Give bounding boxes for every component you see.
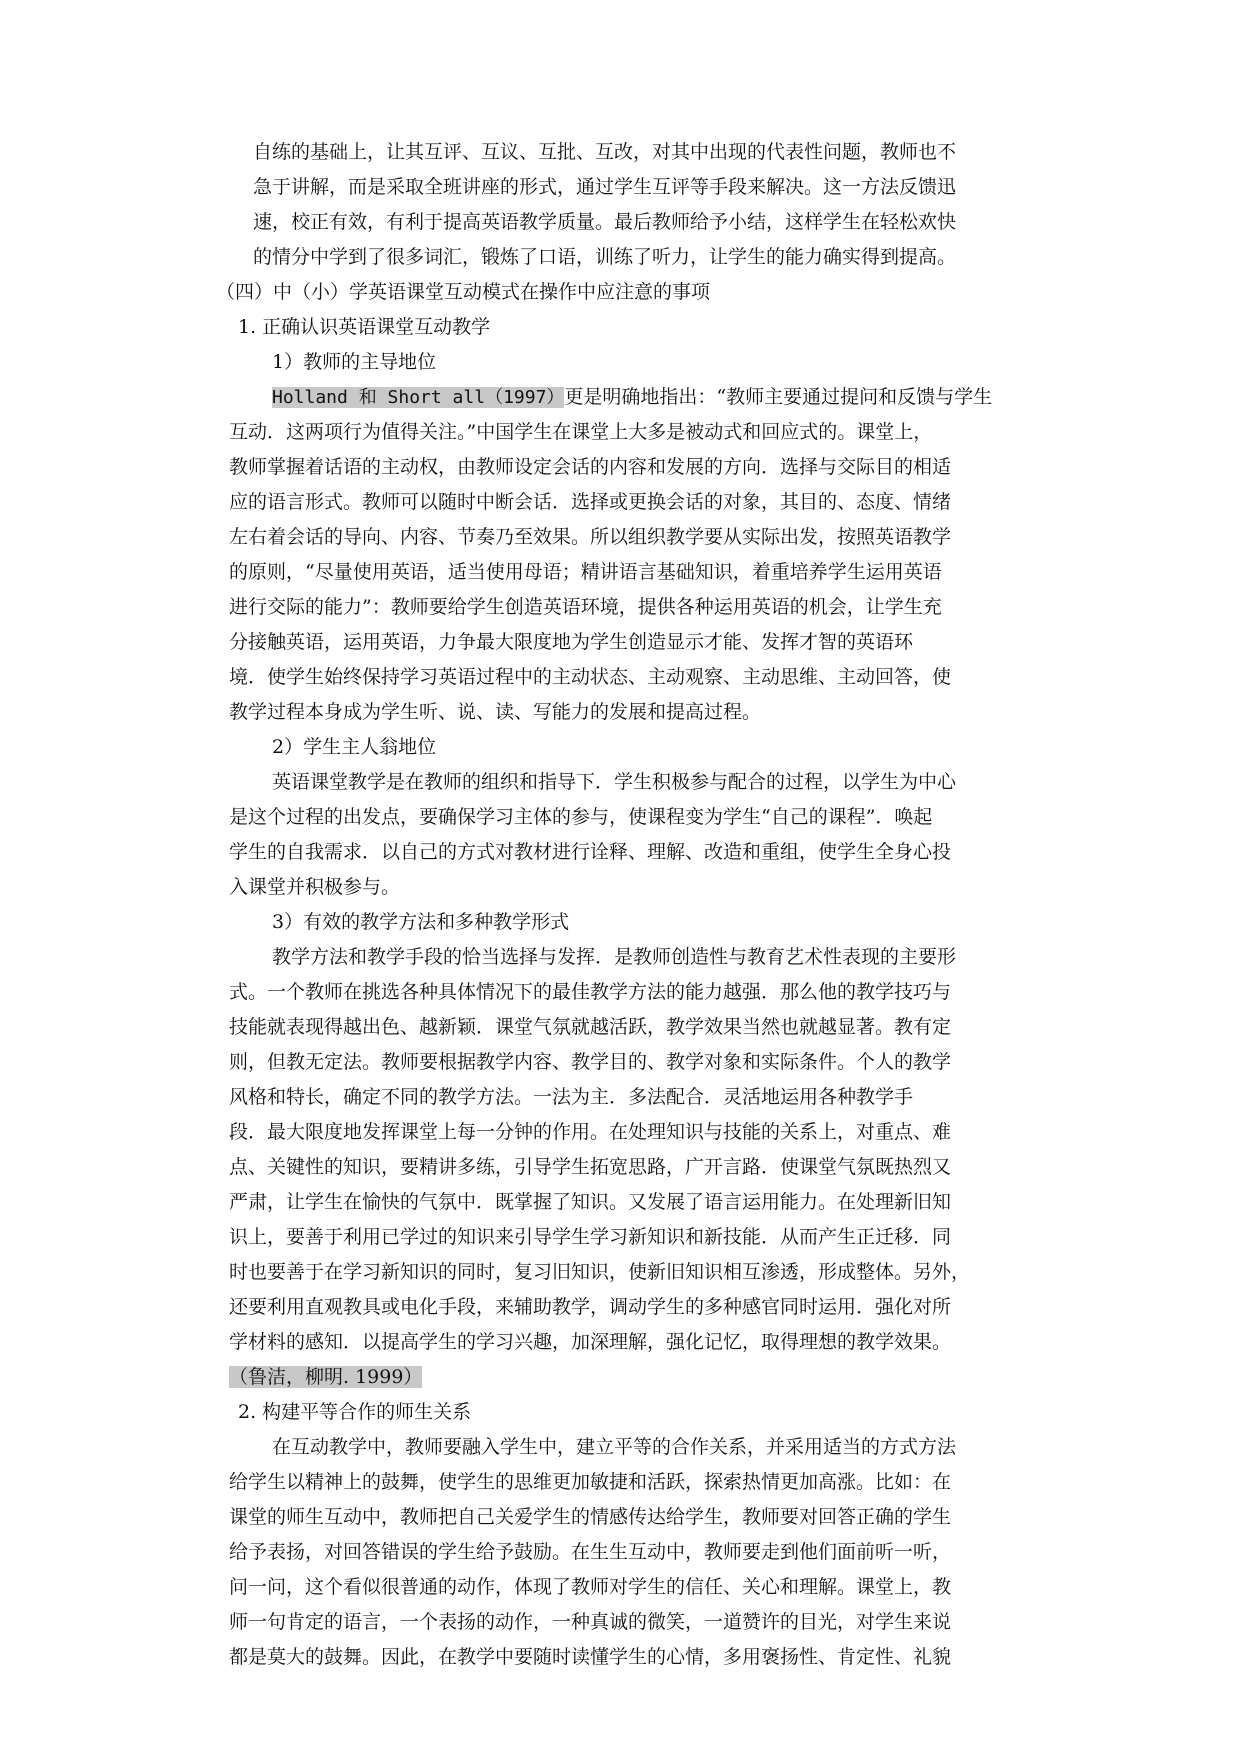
sub1-line: 分接触英语，运用英语，力争最大限度地为学生创造显示才能、发挥才智的英语环 [229, 631, 914, 653]
intro-line: 自练的基础上，让其互评、互议、互批、互改，对其中出现的代表性问题，教师也不 [253, 141, 957, 163]
sub1-line: 的原则，“尽量使用英语，适当使用母语；精讲语言基础知识，着重培养学生运用英语 [229, 561, 942, 583]
citation-highlight: Holland 和 Short all（1997） [272, 387, 565, 408]
sub3-line: 式。一个教师在挑选各种具体情况下的最佳教学方法的能力越强．那么他的教学技巧与 [229, 981, 952, 1003]
sub3-line: 教学方法和教学手段的恰当选择与发挥．是教师创造性与教育艺术性表现的主要形 [272, 946, 957, 968]
item1-heading: 1. 正确认识英语课堂互动教学 [238, 316, 491, 338]
sub3-line: 风格和特长，确定不同的教学方法。一法为主．多法配合．灵活地运用各种教学手 [229, 1086, 914, 1108]
sub2-line: 英语课堂教学是在教师的组织和指导下．学生积极参与配合的过程，以学生为中心 [272, 771, 957, 793]
sub3-line: 技能就表现得越出色、越新颖．课堂气氛就越活跃，教学效果当然也就越显著。教有定 [229, 1016, 952, 1038]
item2-line: 师一句肯定的语言，一个表扬的动作，一种真诚的微笑，一道赞许的目光，对学生来说 [229, 1611, 952, 1633]
intro-line: 急于讲解，而是采取全班讲座的形式，通过学生互评等手段来解决。这一方法反馈迅 [253, 176, 957, 198]
sub3-line: 学材料的感知．以提高学生的学习兴趣，加深理解，强化记忆，取得理想的教学效果。 [229, 1331, 952, 1353]
sub3-line: 还要利用直观教具或电化手段，来辅助教学，调动学生的多种感官同时运用．强化对所 [229, 1296, 952, 1318]
sub3-heading: 3）有效的教学方法和多种教学形式 [272, 911, 570, 933]
sub2-line: 学生的自我需求．以自己的方式对教材进行诠释、理解、改造和重组，使学生全身心投 [229, 841, 952, 863]
sub2-line: 入课堂并积极参与。 [229, 876, 401, 898]
sub3-line: 则，但教无定法。教师要根据教学内容、教学目的、教学对象和实际条件。个人的教学 [229, 1051, 952, 1073]
item2-line: 都是莫大的鼓舞。因此，在教学中要随时读懂学生的心情，多用褒扬性、肯定性、礼貌 [229, 1646, 952, 1668]
sub1-heading: 1）教师的主导地位 [272, 351, 437, 373]
sub3-line: 段．最大限度地发挥课堂上每一分钟的作用。在处理知识与技能的关系上，对重点、难 [229, 1121, 952, 1143]
section-heading: （四）中（小）学英语课堂互动模式在操作中应注意的事项 [216, 281, 711, 303]
sub3-line: 严肃，让学生在愉快的气氛中．既掌握了知识。又发展了语言运用能力。在处理新旧知 [229, 1191, 952, 1213]
item2-heading: 2. 构建平等合作的师生关系 [238, 1401, 472, 1423]
sub3-line: 点、关键性的知识，要精讲多练，引导学生拓宽思路，广开言路．使课堂气氛既热烈又 [229, 1156, 952, 1178]
intro-line: 的情分中学到了很多词汇，锻炼了口语，训练了听力，让学生的能力确实得到提高。 [253, 246, 957, 268]
sub1-line: 互动．这两项行为值得关注。”中国学生在课堂上大多是被动式和回应式的。课堂上， [229, 421, 933, 443]
sub3-line: 时也要善于在学习新知识的同时，复习旧知识，使新旧知识相互渗透，形成整体。另外， [229, 1261, 971, 1283]
item2-line: 课堂的师生互动中，教师把自己关爱学生的情感传达给学生，教师要对回答正确的学生 [229, 1506, 952, 1528]
item2-line: 给学生以精神上的鼓舞，使学生的思维更加敏捷和活跃，探索热情更加高涨。比如：在 [229, 1471, 952, 1493]
sub1-line: 进行交际的能力”：教师要给学生创造英语环境，提供各种运用英语的机会，让学生充 [229, 596, 942, 618]
item2-line: 在互动教学中，教师要融入学生中，建立平等的合作关系，并采用适当的方式方法 [272, 1436, 957, 1458]
sub1-line-1 [272, 384, 992, 411]
intro-line: 速，校正有效，有利于提高英语教学质量。最后教师给予小结，这样学生在轻松欢快 [253, 211, 957, 233]
sub1-line: 应的语言形式。教师可以随时中断会话．选择或更换会话的对象，其目的、态度、情绪 [229, 491, 952, 513]
sub1-line: 教学过程本身成为学生听、说、读、写能力的发展和提高过程。 [229, 701, 762, 723]
item2-line: 给予表扬，对回答错误的学生给予鼓励。在生生互动中，教师要走到他们面前听一听， [229, 1541, 952, 1563]
sub1-line: 教师掌握着话语的主动权，由教师设定会话的内容和发展的方向．选择与交际目的相适 [229, 456, 952, 478]
citation-highlight: （鲁洁，柳明. 1999） [229, 1366, 423, 1388]
sub1-line-1-text: 更是明确地指出：“教师主要通过提问和反馈与学生 [564, 386, 993, 408]
sub3-line: 识上，要善于利用已学过的知识来引导学生学习新知识和新技能．从而产生正迁移．同 [229, 1226, 952, 1248]
sub1-line: 左右着会话的导向、内容、节奏乃至效果。所以组织教学要从实际出发，按照英语教学 [229, 526, 952, 548]
item2-line: 问一问，这个看似很普通的动作，体现了教师对学生的信任、关心和理解。课堂上，教 [229, 1576, 952, 1598]
sub2-line: 是这个过程的出发点，要确保学习主体的参与，使课程变为学生“自己的课程”．唤起 [229, 806, 933, 828]
sub2-heading: 2）学生主人翁地位 [272, 736, 437, 758]
sub1-line: 境．使学生始终保持学习英语过程中的主动状态、主动观察、主动思维、主动回答，使 [229, 666, 952, 688]
citation-line [229, 1364, 422, 1390]
